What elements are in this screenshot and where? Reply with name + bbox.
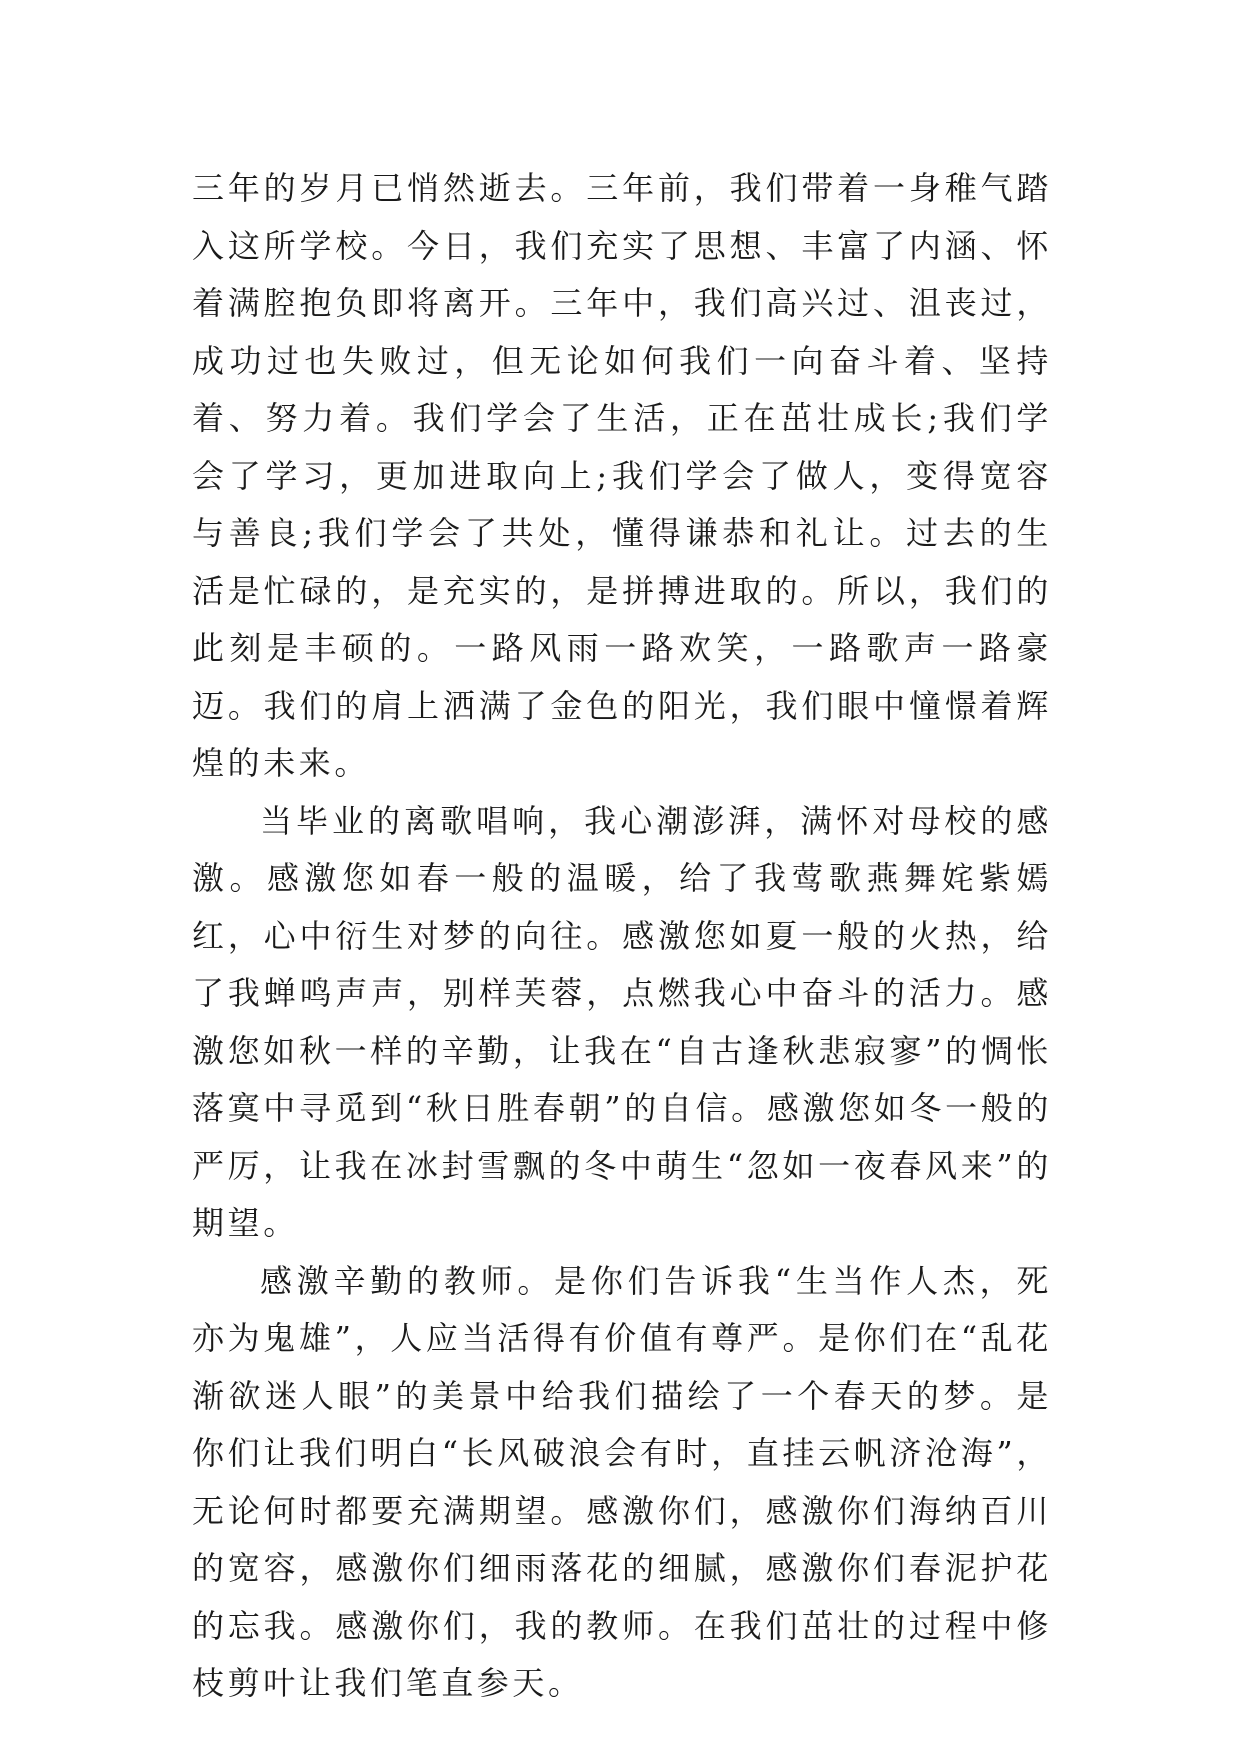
document-page <box>192 160 1052 1713</box>
paragraph-1: 三年的岁月已悄然逝去。三年前，我们带着一身稚气踏入这所学校。今日，我们充实了思想、丰富了内涵、怀着满腔抱负即将离开。三年中，我们高兴过、沮丧过，成功过也失败过，但无论如何我们一向奋斗着、坚持着、努力着。我们学会了生活，正在茁壮成长;我们学会了学习，更加进取向上;我们学会了做人，变得宽容与善良;我们学会了共处，懂得谦恭和礼让。过去的生活是忙碌的，是充实的，是拼搏进取的。所以，我们的此刻是丰硕的。一路风雨一路欢笑，一路歌声一路豪迈。我们的肩上洒满了金色的阳光，我们眼中憧憬着辉煌的未来。 <box>192 169 1052 782</box>
paragraph-2: 当毕业的离歌唱响，我心潮澎湃，满怀对母校的感激。感激您如春一般的温暖，给了我莺歌燕舞姹紫嫣红，心中衍生对梦的向往。感激您如夏一般的火热，给了我蝉鸣声声，别样芙蓉，点燃我心中奋斗的活力。感激您如秋一样的辛勤，让我在“自古逢秋悲寂寥”的惆怅落寞中寻觅到“秋日胜春朝”的自信。感激您如冬一般的严厉，让我在冰封雪飘的冬中萌生“忽如一夜春风来”的期望。 <box>192 801 1052 1242</box>
paragraph-3: 感激辛勤的教师。是你们告诉我“生当作人杰，死亦为鬼雄”，人应当活得有价值有尊严。是你们在“乱花渐欲迷人眼”的美景中给我们描绘了一个春天的梦。是你们让我们明白“长风破浪会有时，直挂云帆济沧海”，无论何时都要充满期望。感激你们，感激你们海纳百川的宽容，感激你们细雨落花的细腻，感激你们春泥护花的忘我。感激你们，我的教师。在我们茁壮的过程中修枝剪叶让我们笔直参天。 <box>192 1261 1052 1702</box>
